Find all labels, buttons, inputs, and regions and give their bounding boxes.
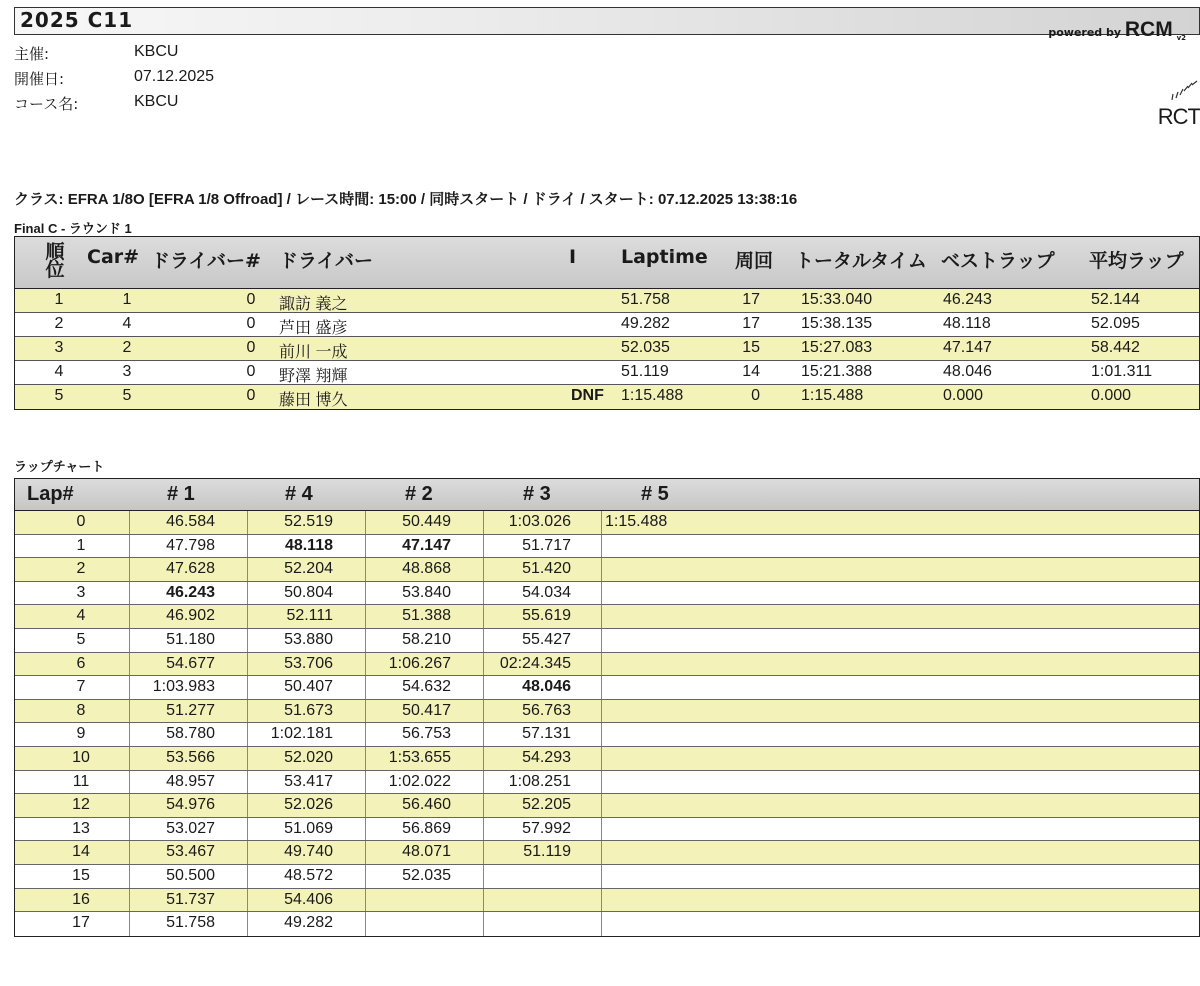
lap-number: 16 [72,890,90,908]
col-laps: 周回 [735,250,774,272]
column-divider [601,912,602,936]
result-best: 47.147 [943,339,992,356]
lap-time: 54.976 [166,796,215,814]
lap-time: 51.180 [166,630,215,648]
lap-number: 3 [76,583,86,601]
lap-number: 17 [72,914,90,932]
lap-time: 46.902 [166,607,215,625]
result-avg: 58.442 [1091,339,1140,356]
lap-row [15,629,1199,653]
lap-time: 52.035 [402,866,451,884]
result-laptime: 1:15.488 [621,387,684,404]
col-car-5: # 5 [641,483,669,505]
lap-time: 51.277 [166,701,215,719]
lap-time: 52.020 [284,748,333,766]
result-pos: 4 [54,363,64,380]
lap-row [15,511,1199,535]
lap-number: 1 [76,536,86,554]
page-title: 2025 C11 [20,8,134,32]
course-label: コース名: [14,95,79,113]
result-best: 0.000 [943,387,984,404]
result-driver: 諏訪 義之 [279,296,348,313]
lap-time: 49.282 [284,914,333,932]
lap-time: 51.717 [522,536,571,554]
column-divider [365,912,366,936]
lap-time: 1:02.022 [388,772,451,790]
lap-time: 47.628 [166,560,215,578]
col-car-2: # 2 [405,483,433,505]
lap-time: 56.460 [402,796,451,814]
column-divider [601,818,602,841]
lap-time: 1:03.026 [508,513,571,530]
result-laps: 14 [742,363,760,380]
lap-row [15,605,1199,629]
result-car: 5 [122,387,132,404]
column-divider [601,605,602,628]
lap-row [15,582,1199,606]
lap-time: 48.868 [402,560,451,578]
lap-time: 53.706 [284,654,333,672]
organizer-value: KBCU [134,43,179,60]
col-car-1: # 1 [167,483,195,505]
lap-time: 50.500 [166,866,215,884]
column-divider [483,865,484,888]
lap-time: 57.992 [522,819,571,837]
result-driver: 藤田 博久 [279,392,348,409]
lap-time: 48.572 [284,866,333,884]
lap-time: 1:02.181 [270,725,333,743]
result-total: 15:27.083 [801,339,873,356]
lap-row [15,747,1199,771]
column-divider [601,629,602,652]
lap-time: 50.449 [402,513,451,530]
lap-time: 51.673 [284,701,333,719]
result-driver-no: 0 [246,387,256,404]
lap-number: 11 [72,772,90,790]
lap-time: 52.204 [284,560,333,578]
lap-number: 13 [72,819,90,837]
brand-version: v2 [1176,34,1186,42]
column-divider [601,889,602,912]
lap-number: 4 [76,607,86,625]
result-avg: 52.095 [1091,315,1140,332]
lap-time: 55.619 [522,607,571,625]
lap-time: 56.753 [402,725,451,743]
lap-time: 55.427 [522,630,571,648]
lap-time: 52.026 [284,796,333,814]
lap-time: 57.131 [522,725,571,743]
lap-time: 53.880 [284,630,333,648]
lap-time: 50.417 [402,701,451,719]
lap-number: 12 [72,796,90,814]
lap-row [15,889,1199,913]
logo-text: RCT [1157,104,1200,129]
col-status: I [569,246,577,268]
lap-row [15,912,1199,936]
lap-time: 51.758 [166,914,215,932]
result-row [15,289,1199,313]
result-driver: 前川 一成 [279,344,348,361]
lap-time: 50.407 [284,678,333,696]
lap-time: 47.147 [402,536,451,554]
powered-by-label: powered by [1048,26,1122,39]
lap-number: 0 [76,513,86,530]
column-divider [601,511,602,534]
results-header [15,237,1199,289]
lap-row [15,841,1199,865]
lap-number: 6 [76,654,86,672]
lap-time: 58.780 [166,725,215,743]
result-row [15,361,1199,385]
lap-time: 46.584 [166,513,215,530]
column-divider [601,841,602,864]
lap-number: 14 [72,843,90,861]
result-row [15,385,1199,409]
lap-time: 1:08.251 [508,772,571,790]
lap-time: 53.840 [402,583,451,601]
col-car: Car# [87,246,140,268]
result-pos: 2 [54,315,64,332]
column-divider [601,653,602,676]
lap-row [15,558,1199,582]
column-divider [601,723,602,746]
lap-chart-body [15,511,1199,936]
lap-time: 53.566 [166,748,215,766]
lap-time: 51.737 [166,890,215,908]
lap-time: 51.069 [284,819,333,837]
lap-time: 53.027 [166,819,215,837]
col-total: トータルタイム [795,250,927,272]
column-divider [601,747,602,770]
column-divider [483,912,484,936]
result-pos: 3 [54,339,64,356]
result-driver-no: 0 [246,339,256,356]
column-divider [483,889,484,912]
col-car-4: # 4 [285,483,313,505]
result-laps: 15 [742,339,760,356]
lap-time: 56.763 [522,701,571,719]
date-value: 07.12.2025 [134,68,215,85]
lap-row [15,818,1199,842]
lap-time: 1:15.488 [605,513,668,530]
course-value: KBCU [134,93,179,110]
lap-time: 54.034 [522,583,571,601]
lap-time: 48.118 [284,536,333,554]
result-car: 4 [122,315,132,332]
result-laptime: 51.119 [621,363,669,380]
result-car: 3 [122,363,132,380]
result-total: 15:33.040 [801,291,873,308]
column-divider [601,535,602,558]
result-driver: 野澤 翔輝 [279,368,348,385]
lap-number: 15 [72,866,90,884]
lap-row [15,771,1199,795]
result-avg: 52.144 [1091,291,1140,308]
result-laptime: 51.758 [621,291,670,308]
lap-time: 52.205 [522,796,571,814]
lap-time: 1:03.983 [152,678,215,696]
result-avg: 1:01.311 [1091,363,1153,380]
powered-by [1048,18,1186,42]
lap-time: 54.677 [166,654,215,672]
lap-number: 8 [76,701,86,719]
result-car: 2 [122,339,132,356]
lap-time: 54.293 [522,748,571,766]
column-divider [601,771,602,794]
col-lap: Lap# [27,483,74,505]
date-label: 開催日: [14,70,65,88]
result-best: 48.118 [943,315,991,332]
result-total: 15:21.388 [801,363,873,380]
column-divider [601,865,602,888]
lap-row [15,676,1199,700]
result-best: 46.243 [943,291,992,308]
result-row [15,337,1199,361]
organizer-label: 主催: [14,45,50,63]
results-table [14,236,1200,410]
lap-time: 51.388 [402,607,451,625]
col-driver-no: ドライバー# [151,250,261,272]
result-car: 1 [122,291,132,308]
lap-row [15,794,1199,818]
lap-time: 51.420 [522,560,571,578]
results-body [15,289,1199,409]
result-pos: 1 [54,291,64,308]
lap-row [15,700,1199,724]
lap-row [15,653,1199,677]
lap-time: 53.467 [166,843,215,861]
lap-time: 54.406 [284,890,333,908]
lap-time: 53.417 [284,772,333,790]
col-car-3: # 3 [523,483,551,505]
lap-number: 10 [72,748,90,766]
lap-time: 51.119 [523,843,571,861]
column-divider [601,558,602,581]
lap-time: 54.632 [402,678,451,696]
col-laptime: Laptime [621,246,708,268]
result-laptime: 52.035 [621,339,670,356]
lap-time: 48.071 [402,843,451,861]
lap-time: 48.046 [522,678,571,696]
title-bar [14,7,1200,35]
column-divider [601,582,602,605]
result-driver-no: 0 [246,363,256,380]
lap-number: 7 [76,678,86,696]
result-driver: 芦田 盛彦 [279,320,348,337]
result-laps: 17 [742,315,760,332]
result-total: 15:38.135 [801,315,873,332]
col-pos: 順位 [45,241,65,281]
column-divider [601,700,602,723]
column-divider [601,794,602,817]
class-info: クラス: EFRA 1/8O [EFRA 1/8 Offroad] / レース時間: 15:00 / 同時スタート / ドライ / スタート: 07.12.2025 13:38:16 [14,191,798,208]
column-divider [365,889,366,912]
lap-time: 50.804 [284,583,333,601]
result-laptime: 49.282 [621,315,670,332]
lap-number: 2 [76,560,86,578]
column-divider [601,676,602,699]
lap-time: 58.210 [402,630,451,648]
col-best: ベストラップ [941,250,1055,272]
lap-row [15,535,1199,559]
result-driver-no: 0 [246,315,256,332]
brand-name: RCM [1124,18,1173,41]
lap-chart-table [14,478,1200,937]
lap-chart-label: ラップチャート [14,460,105,475]
result-laps: 17 [742,291,760,308]
result-pos: 5 [54,387,64,404]
lap-time: 48.957 [166,772,215,790]
lap-time: 49.740 [284,843,333,861]
col-driver: ドライバー [279,250,374,272]
result-best: 48.046 [943,363,992,380]
lap-time: 1:06.267 [388,654,451,672]
lap-time: 1:53.655 [388,748,451,766]
lap-row [15,723,1199,747]
lap-time: 52.111 [286,607,333,625]
lap-row [15,865,1199,889]
result-total: 1:15.488 [801,387,864,404]
lap-time: 47.798 [166,536,215,554]
result-driver-no: 0 [246,291,256,308]
result-status: DNF [571,387,604,404]
final-round-label: Final C - ラウンド 1 [14,221,132,236]
result-avg: 0.000 [1091,387,1132,404]
result-row [15,313,1199,337]
lap-time: 56.869 [402,819,451,837]
col-avg: 平均ラップ [1089,250,1184,272]
lap-number: 5 [76,630,86,648]
result-laps: 0 [751,387,760,404]
lap-number: 9 [76,725,86,743]
lap-time: 52.519 [284,513,333,530]
lap-time: 02:24.345 [499,654,571,672]
lap-time: 46.243 [166,583,215,601]
lap-chart-header [15,479,1199,511]
